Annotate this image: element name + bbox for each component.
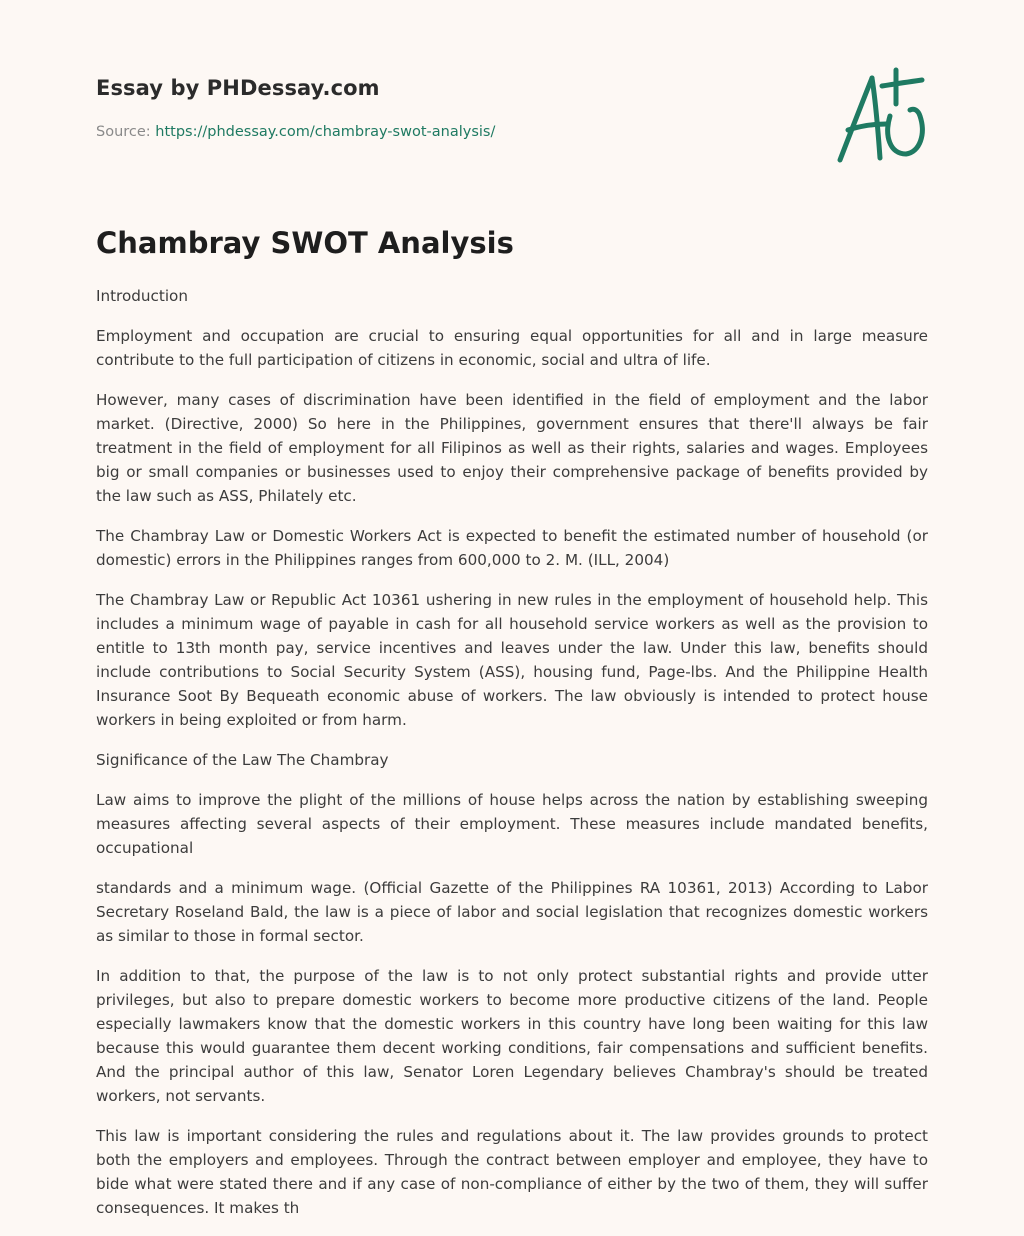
paragraph: Introduction bbox=[96, 287, 188, 305]
paragraph: Law aims to improve the plight of the millions of house helps across the nation by establishing sweeping measures affecting several aspects of their employment. These measures include mandated benefits, occupational bbox=[96, 791, 928, 857]
source-link[interactable]: https://phdessay.com/chambray-swot-analysis/ bbox=[155, 124, 496, 140]
paragraph: Employment and occupation are crucial to ensuring equal opportunities for all and in large measure contribute to the full participation of citizens in economic, social and ultra of life. bbox=[96, 327, 928, 369]
paragraph: However, many cases of discrimination have been identified in the field of employment and the labor market. (Directive, 2000) So here in the Philippines, government ensures that there'll always be fair treatment in the field of employment for all Filipinos as well as their rights, salaries and wages. Employees big or small companies or businesses used to enjoy their comprehensive package of benefits provided by the law such as ASS, Philately etc. bbox=[96, 391, 928, 505]
article-body bbox=[96, 284, 928, 1236]
source-line bbox=[96, 124, 495, 140]
page-header bbox=[96, 0, 928, 200]
paragraph: The Chambray Law or Republic Act 10361 ushering in new rules in the employment of household help. This includes a minimum wage of payable in cash for all household service workers as well as the provision to entitle to 13th month pay, service incentives and leaves under the law. Under this law, benefits should include contributions to Social Security System (ASS), housing fund, Page-lbs. And the Philippine Health Insurance Soot By Bequeath economic abuse of workers. The law obviously is intended to protect house workers in being exploited or from harm. bbox=[96, 591, 928, 729]
paragraph: In addition to that, the purpose of the law is to not only protect substantial rights and provide utter privileges, but also to prepare domestic workers to become more productive citizens of the land. People especially lawmakers know that the domestic workers in this country have long been waiting for this law because this would guarantee them decent working conditions, fair compensations and sufficient benefits. And the principal author of this law, Senator Loren Legendary believes Chambray's should be treated workers, not servants. bbox=[96, 967, 928, 1105]
article-title: Chambray SWOT Analysis bbox=[96, 226, 514, 260]
paragraph: This law is important considering the rules and regulations about it. The law provides grounds to protect both the employers and employees. Through the contract between employer and employee, they have to bide what were stated there and if any case of non-compliance of either by the two of them, they will suffer consequences. It makes th bbox=[96, 1127, 928, 1217]
paragraph: The Chambray Law or Domestic Workers Act is expected to benefit the estimated number of household (or domestic) errors in the Philippines ranges from 600,000 to 2. M. (ILL, 2004) bbox=[96, 527, 928, 569]
site-brand: Essay by PHDessay.com bbox=[96, 76, 380, 100]
paragraph: standards and a minimum wage. (Official Gazette of the Philippines RA 10361, 2013) According to Labor Secretary Roseland Bald, the law is a piece of labor and social legislation that recognizes domestic workers as similar to those in formal sector. bbox=[96, 879, 928, 945]
source-label: Source: bbox=[96, 124, 151, 140]
paragraph: Significance of the Law The Chambray bbox=[96, 751, 389, 769]
a-plus-grade-icon bbox=[826, 64, 936, 174]
